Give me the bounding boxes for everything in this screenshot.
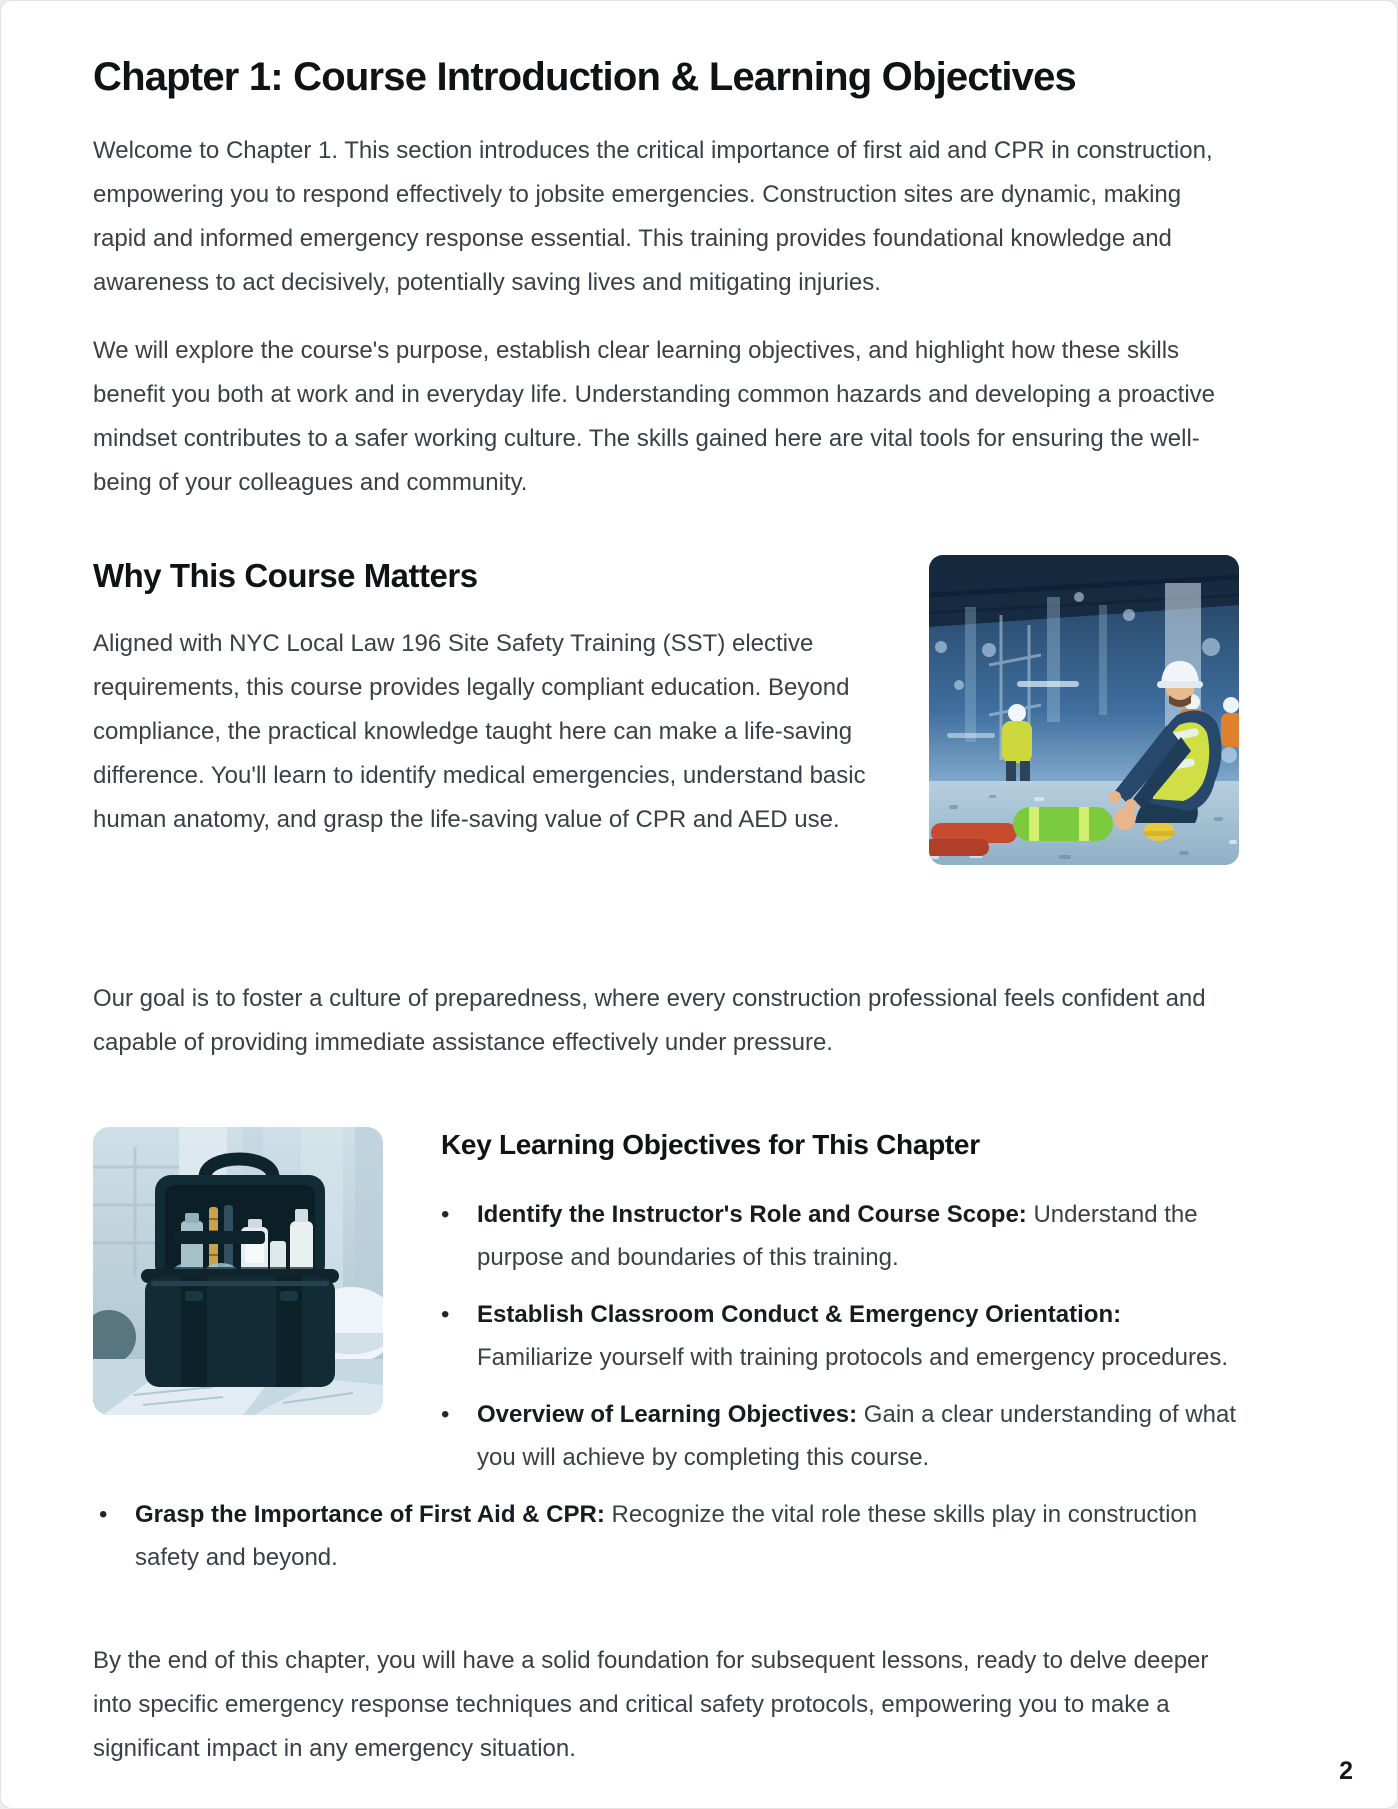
objective-text [477, 1293, 1239, 1379]
objective-lead: Overview of Learning Objectives: [477, 1401, 858, 1429]
why-section [93, 555, 1239, 1065]
construction-first-aid-photo [929, 555, 1239, 865]
objective-lead: Grasp the Importance of First Aid & CPR: [135, 1501, 605, 1529]
why-body-paragraph: Aligned with NYC Local Law 196 Site Safety Training (SST) elective requirements, this course provides legally compliant education. Beyond compliance, the practical knowledge taught here can make a life-saving difference. You'll learn to identify medical emergencies, understand basic human anatomy, and grasp the life-saving value of CPR and AED use. [93, 630, 866, 834]
bullet-dot: • [441, 1201, 450, 1229]
bullet-dot: • [99, 1501, 108, 1529]
why-heading: Why This Course Matters [93, 557, 478, 594]
objective-item [99, 1493, 1239, 1579]
bullet-dot: • [441, 1401, 450, 1429]
objective-rest: Understand the purpose and boundaries of this training. [477, 1201, 1198, 1272]
intro-paragraph-1: Welcome to Chapter 1. This section introduces the critical importance of first aid and CPR in construction, empowering you to respond effectively to jobsite emergencies. Construction sites are dynamic, making rapid and informed emergency response essential. This training provides foundational knowledge and awareness to act decisively, potentially saving lives and mitigating injuries. [93, 137, 1213, 296]
page-number: 2 [1339, 1757, 1353, 1785]
closing-paragraph: By the end of this chapter, you will have a solid foundation for subsequent lessons, ready to delve deeper into specific emergency response techniques and critical safety protocols, empowering you to make a significant impact in any emergency situation. [93, 1647, 1209, 1763]
page-content [1, 1, 1397, 1771]
goal-paragraph: Our goal is to foster a culture of preparedness, where every construction professional feels confident and capable of providing immediate assistance effectively under pressure. [93, 985, 1206, 1056]
objective-rest: Gain a clear understanding of what you will achieve by completing this course. [477, 1401, 1237, 1472]
objective-item [441, 1293, 1239, 1379]
objective-text [135, 1493, 1239, 1579]
objective-text [477, 1193, 1239, 1279]
objective-item [441, 1193, 1239, 1279]
objectives-section [93, 1127, 1239, 1579]
objective-item [441, 1393, 1239, 1479]
objective-text [477, 1393, 1239, 1479]
objective-lead: Establish Classroom Conduct & Emergency Orientation: [477, 1301, 1122, 1329]
objective-rest: Recognize the vital role these skills play in construction safety and beyond. [135, 1501, 1198, 1572]
first-aid-kit-photo [93, 1127, 383, 1415]
intro-paragraph-2: We will explore the course's purpose, establish clear learning objectives, and highlight how these skills benefit you both at work and in everyday life. Understanding common hazards and developing a proactive mindset contributes to a safer working culture. The skills gained here are vital tools for ensuring the well-being of your colleagues and community. [93, 337, 1216, 496]
bullet-dot: • [441, 1301, 450, 1329]
objectives-heading: Key Learning Objectives for This Chapter [441, 1129, 980, 1160]
page-title: Chapter 1: Course Introduction & Learning Objectives [93, 55, 1076, 99]
objective-rest: Familiarize yourself with training protocols and emergency procedures. [477, 1344, 1229, 1372]
objective-lead: Identify the Instructor's Role and Course Scope: [477, 1201, 1027, 1229]
